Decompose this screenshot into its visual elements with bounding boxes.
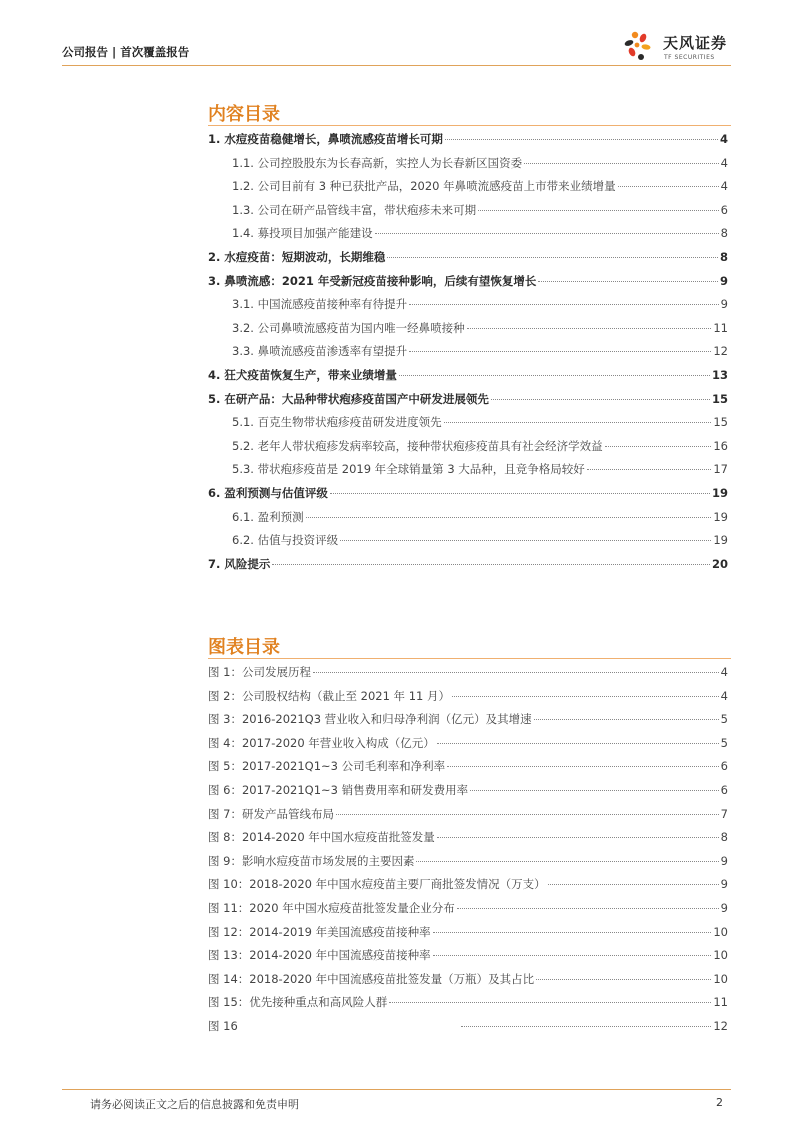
- dot-leader: [336, 814, 719, 815]
- figure-entry-page: 4: [720, 665, 728, 679]
- figure-entry[interactable]: [208, 664, 728, 688]
- figure-entry[interactable]: [208, 876, 728, 900]
- figure-entry[interactable]: [208, 806, 728, 830]
- toc-entry-label: 1.4. 募投项目加强产能建设: [232, 226, 373, 241]
- toc-entry-label: 5.2. 老年人带状疱疹发病率较高，接种带状疱疹疫苗具有社会经济学效益: [232, 438, 603, 453]
- dot-leader: [538, 281, 718, 282]
- logo-english-name: TF SECURITIES: [664, 54, 715, 61]
- figure-entry-label: 图 5：2017-2021Q1~3 公司毛利率和净利率: [208, 759, 446, 774]
- dot-leader: [548, 884, 719, 885]
- dot-leader: [313, 672, 719, 673]
- dot-leader: [491, 399, 710, 400]
- figure-entry-page: 9: [720, 853, 728, 868]
- figure-entry-page: 4: [720, 688, 728, 703]
- dot-leader: [409, 351, 711, 352]
- figure-entry-label: 图 4：2017-2020 年营业收入构成（亿元）: [208, 735, 435, 750]
- figure-entry[interactable]: [208, 924, 728, 948]
- toc-entry[interactable]: [208, 225, 728, 249]
- toc-entry-page: 4: [719, 132, 728, 146]
- figure-entry[interactable]: [208, 971, 728, 995]
- dot-leader: [433, 932, 712, 933]
- toc-entry[interactable]: [208, 438, 728, 462]
- toc-entry-label: 7. 风险提示: [208, 556, 271, 571]
- toc-entry-label: 4. 狂犬疫苗恢复生产，带来业绩增量: [208, 367, 397, 382]
- dot-leader: [534, 719, 719, 720]
- toc-entry-page: 15: [711, 391, 728, 406]
- toc-entry[interactable]: [208, 249, 728, 273]
- toc-entry[interactable]: [208, 414, 728, 438]
- toc-entry-label: 5.3. 带状疱疹疫苗是 2019 年全球销量第 3 大品种，且竞争格局较好: [232, 462, 585, 477]
- dot-leader: [524, 163, 719, 164]
- dot-leader: [461, 1026, 711, 1027]
- toc-entry-label: 1.2. 公司目前有 3 种已获批产品，2020 年鼻喷流感疫苗上市带来业绩增量: [232, 179, 616, 194]
- figure-entry-page: 6: [720, 759, 728, 774]
- toc-entry-page: 6: [720, 202, 728, 217]
- toc-title: 内容目录: [208, 104, 280, 125]
- figure-entry-label: 图 9：影响水痘疫苗市场发展的主要因素: [208, 853, 415, 868]
- toc-entry-label: 1.3. 公司在研产品管线丰富，带状疱疹未来可期: [232, 202, 477, 217]
- dot-leader: [452, 696, 719, 697]
- figure-entry[interactable]: [208, 829, 728, 853]
- report-type-label: 公司报告 | 首次覆盖报告: [62, 45, 190, 59]
- figure-entry[interactable]: [208, 994, 728, 1018]
- figure-entry-label: 图 11：2020 年中国水痘疫苗批签发量企业分布: [208, 900, 455, 915]
- dot-leader: [467, 328, 712, 329]
- toc-entry[interactable]: [208, 202, 728, 226]
- figure-entry-page: 11: [713, 995, 728, 1010]
- company-logo: [621, 26, 741, 66]
- toc-entry-page: 19: [713, 509, 728, 524]
- figure-list-title: 图表目录: [208, 637, 280, 658]
- dot-leader: [375, 233, 719, 234]
- toc-entry-page: 15: [713, 415, 728, 430]
- figure-entry-label: 图 8：2014-2020 年中国水痘疫苗批签发量: [208, 830, 435, 845]
- toc-entry-page: 11: [713, 320, 728, 335]
- dot-leader: [330, 493, 710, 494]
- toc-entry[interactable]: [208, 343, 728, 367]
- toc-entry-page: 17: [713, 462, 728, 477]
- figure-entry[interactable]: [208, 758, 728, 782]
- dot-leader: [437, 837, 719, 838]
- toc-entry-page: 19: [711, 485, 728, 500]
- toc-entry[interactable]: [208, 155, 728, 179]
- figure-entry-page: 10: [713, 948, 728, 963]
- toc-entry[interactable]: [208, 296, 728, 320]
- dot-leader: [409, 304, 719, 305]
- figure-entry[interactable]: [208, 711, 728, 735]
- toc-entry-label: 2. 水痘疫苗：短期波动，长期维稳: [208, 249, 386, 264]
- figure-entry-label: 图 12：2014-2019 年美国流感疫苗接种率: [208, 924, 431, 939]
- figure-entry[interactable]: [208, 735, 728, 759]
- dot-leader: [536, 979, 711, 980]
- dot-leader: [272, 564, 710, 565]
- figure-entry-page: 12: [713, 1018, 728, 1033]
- dot-leader: [433, 955, 712, 956]
- toc-entry-label: 5.1. 百克生物带状疱疹疫苗研发进度领先: [232, 415, 442, 430]
- figure-entry-label: 图 10：2018-2020 年中国水痘疫苗主要厂商批签发情况（万支）: [208, 877, 546, 892]
- toc-entry-label: 3.2. 公司鼻喷流感疫苗为国内唯一经鼻喷接种: [232, 320, 465, 335]
- toc-entry-label: 5. 在研产品：大品种带状疱疹疫苗国产中研发进展领先: [208, 391, 489, 406]
- toc-entry[interactable]: [208, 178, 728, 202]
- page-number: 2: [716, 1096, 723, 1109]
- toc-entry-page: 4: [720, 155, 728, 170]
- footer-disclaimer: 请务必阅读正文之后的信息披露和免责申明: [90, 1098, 299, 1111]
- figure-entry-page: 10: [713, 971, 728, 986]
- toc-entry[interactable]: [208, 320, 728, 344]
- list-of-figures: [208, 664, 728, 1042]
- figure-entry-page: 9: [720, 900, 728, 915]
- figure-title-divider: [208, 658, 731, 659]
- figure-entry-label: 图 14：2018-2020 年中国流感疫苗批签发量（万瓶）及其占比: [208, 971, 535, 986]
- figure-entry[interactable]: [208, 782, 728, 806]
- figure-entry-page: 6: [720, 782, 728, 797]
- toc-title-divider: [208, 125, 731, 126]
- dot-leader: [444, 422, 712, 423]
- toc-entry-page: 4: [720, 179, 728, 194]
- toc-entry[interactable]: [208, 461, 728, 485]
- figure-entry-page: 10: [713, 924, 728, 939]
- toc-entry[interactable]: [208, 273, 728, 297]
- figure-entry-label: 图 3：2016-2021Q3 营业收入和归母净利润（亿元）及其增速: [208, 712, 532, 727]
- dot-leader: [387, 257, 718, 258]
- dot-leader: [478, 210, 719, 211]
- toc-entry-page: 9: [719, 273, 728, 288]
- figure-entry[interactable]: [208, 688, 728, 712]
- toc-entry-label: 3. 鼻喷流感：2021 年受新冠疫苗接种影响，后续有望恢复增长: [208, 273, 537, 288]
- figure-entry-label: 图 2：公司股权结构（截止至 2021 年 11 月）: [208, 688, 450, 703]
- toc-entry-page: 12: [713, 344, 728, 359]
- toc-entry[interactable]: [208, 391, 728, 415]
- figure-entry-page: 9: [720, 877, 728, 892]
- toc-entry-label: 1.1. 公司控股股东为长春高新，实控人为长春新区国资委: [232, 155, 523, 170]
- toc-entry[interactable]: [208, 485, 728, 509]
- dot-leader: [416, 861, 718, 862]
- dot-leader: [605, 446, 712, 447]
- toc-entry-label: 3.3. 鼻喷流感疫苗渗透率有望提升: [232, 344, 408, 359]
- toc-entry-label: 1. 水痘疫苗稳健增长，鼻喷流感疫苗增长可期: [208, 132, 443, 146]
- figure-entry-label: 图 6：2017-2021Q1~3 销售费用率和研发费用率: [208, 782, 469, 797]
- figure-entry-label: 图 15：优先接种重点和高风险人群: [208, 995, 388, 1010]
- toc-entry[interactable]: [208, 532, 728, 556]
- dot-leader: [340, 540, 711, 541]
- toc-entry[interactable]: [208, 509, 728, 533]
- toc-entry-label: 6.1. 盈利预测: [232, 509, 304, 524]
- toc-entry-page: 8: [719, 249, 728, 264]
- toc-entry[interactable]: [208, 556, 728, 580]
- figure-entry-page: 7: [720, 806, 728, 821]
- toc-entry-page: 13: [711, 367, 728, 382]
- dot-leader: [389, 1002, 711, 1003]
- dot-leader: [618, 186, 719, 187]
- figure-entry-page: 5: [720, 735, 728, 750]
- toc-entry-page: 16: [713, 438, 728, 453]
- figure-entry-label: 图 16: [208, 1018, 238, 1033]
- figure-entry[interactable]: [208, 947, 728, 971]
- dot-leader: [470, 790, 719, 791]
- toc-entry-page: 19: [713, 533, 728, 548]
- toc-entry-page: 9: [720, 297, 728, 312]
- toc-entry-page: 8: [720, 226, 728, 241]
- toc-entry-page: 20: [711, 556, 728, 571]
- logo-chinese-name: 天风证券: [663, 34, 728, 52]
- table-of-contents: [208, 131, 728, 579]
- dot-leader: [437, 743, 719, 744]
- figure-entry-label: 图 7：研发产品管线布局: [208, 806, 334, 821]
- dot-leader: [457, 908, 719, 909]
- dot-leader: [445, 139, 718, 140]
- figure-entry-page: 8: [720, 830, 728, 845]
- figure-entry-label: 图 1：公司发展历程: [208, 665, 311, 679]
- dot-leader: [399, 375, 710, 376]
- toc-entry[interactable]: [208, 367, 728, 391]
- figure-entry-page: 5: [720, 712, 728, 727]
- footer-divider: [62, 1089, 731, 1090]
- toc-entry[interactable]: [208, 131, 728, 155]
- dot-leader: [447, 766, 719, 767]
- figure-entry[interactable]: [208, 900, 728, 924]
- toc-entry-label: 3.1. 中国流感疫苗接种率有待提升: [232, 297, 408, 312]
- figure-entry-label: 图 13：2014-2020 年中国流感疫苗接种率: [208, 948, 431, 963]
- toc-entry-label: 6.2. 估值与投资评级: [232, 533, 339, 548]
- header-divider: [62, 65, 731, 66]
- tf-flower-logo-icon: [621, 26, 661, 66]
- figure-entry[interactable]: [208, 1018, 728, 1042]
- toc-entry-label: 6. 盈利预测与估值评级: [208, 485, 328, 500]
- dot-leader: [587, 469, 712, 470]
- dot-leader: [306, 517, 712, 518]
- figure-entry[interactable]: [208, 853, 728, 877]
